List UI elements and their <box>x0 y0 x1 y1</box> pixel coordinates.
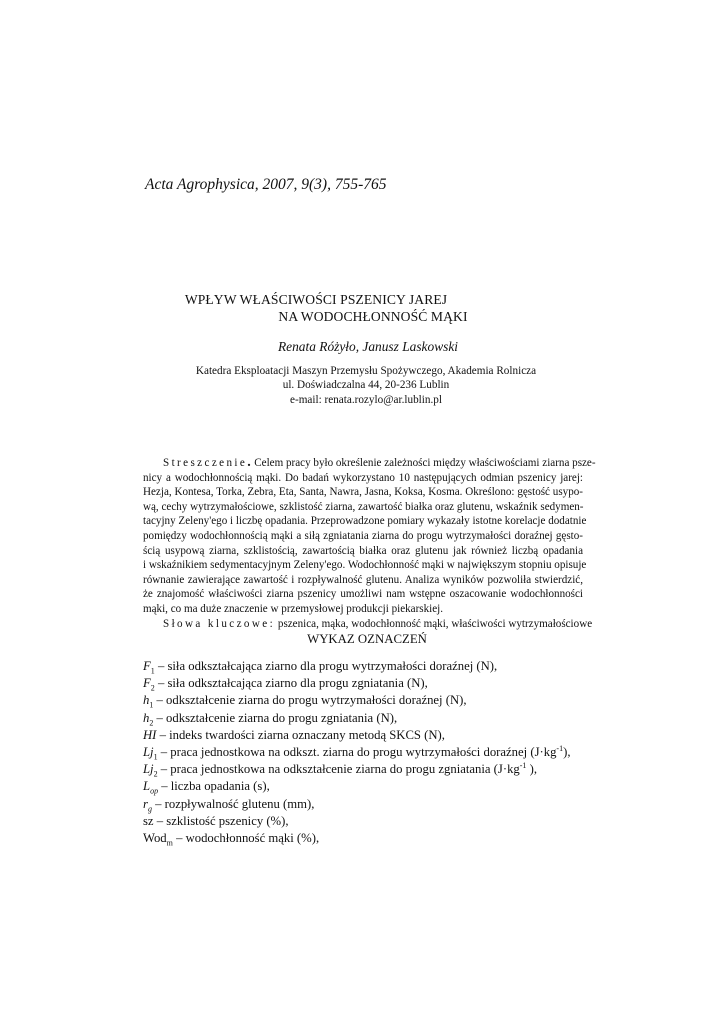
symbol-description: – siła odkształcająca ziarno dla progu zgniatania (N), <box>154 676 428 691</box>
symbol-description: – praca jednostkowa na odkszt. ziarna do progu wytrzymałości doraźnej (J·kg <box>157 745 557 760</box>
symbol-subscript: g <box>147 804 152 814</box>
symbol: F <box>143 659 151 673</box>
title-line-2: NA WODOCHŁONNOŚĆ MĄKI <box>278 309 468 324</box>
symbol-subscript: 2 <box>153 769 158 779</box>
symbol: h <box>143 693 150 708</box>
symbol-subscript: 2 <box>150 683 155 693</box>
symbol-row-lop <box>143 778 603 795</box>
title-line-1: WPŁYW WŁAŚCIWOŚCI PSZENICY JAREJ <box>184 292 448 307</box>
symbol-row-h2 <box>143 710 603 727</box>
abstract-line: mąki, co ma duże znaczenie w przemysłowej produkcji piekarskiej. <box>143 602 444 615</box>
symbol-row-rg <box>143 796 603 813</box>
symbol: Wod <box>143 831 167 846</box>
symbol-subscript: 1 <box>153 752 158 762</box>
abstract-line: i wskaźnikiem sedymentacyjnym Zeleny'ego. Wodochłonność mąki w największym stopniu opisuje <box>143 559 587 572</box>
symbol: sz <box>143 813 154 828</box>
abstract-line: że znajomość właściwości ziarna pszenicy umożliwi nam wstępne oszacowanie wodochłonności <box>143 588 583 601</box>
journal-reference: Acta Agrophysica, 2007, 9(3), 755-765 <box>145 176 387 193</box>
symbol-row-lj2 <box>143 761 603 778</box>
symbol: F <box>143 676 151 691</box>
abstract-line: pomiędzy wodochłonnością mąki a siłą zgniatania ziarna do progu wytrzymałości doraźnej gęsto- <box>143 529 583 542</box>
symbol-description: – wodochłonność mąki (%), <box>172 831 320 846</box>
affiliation-email: e-mail: renata.rozylo@ar.lublin.pl <box>290 393 442 406</box>
symbol-superscript: -1 <box>556 743 564 753</box>
section-heading: WYKAZ OZNACZEŃ <box>307 632 427 646</box>
symbol-description: – siła odkształcająca ziarno dla progu wytrzymałości doraźnej (N), <box>154 659 498 673</box>
symbol: HI <box>143 727 157 742</box>
symbol-description: – indeks twardości ziarna oznaczany metodą SKCS (N), <box>156 727 445 742</box>
symbol-row-lj1 <box>143 744 603 761</box>
symbol-description-end: ), <box>563 745 571 760</box>
symbol-row-h1 <box>143 692 603 709</box>
symbol-list <box>143 658 603 847</box>
paper-title <box>0 291 724 325</box>
keywords-label: Słowa kluczowe: <box>163 617 276 630</box>
symbol-subscript: 1 <box>150 666 155 676</box>
affiliation <box>0 364 724 407</box>
symbol: Lj <box>143 745 154 760</box>
keywords-text: pszenica, mąka, wodochłonność mąki, właściwości wytrzymałościowe <box>277 617 593 630</box>
symbol-description: – praca jednostkowa na odkształcenie ziarna do progu zgniatania (J·kg <box>157 762 520 777</box>
abstract-line: nicy a wodochłonnością mąki. Do badań wykorzystano 10 następujących odmian pszenicy jarej: <box>143 471 583 484</box>
abstract-line: wą, cechy wytrzymałościowe, szklistość ziarna, zawartość białka oraz glutenu, wskaźnik sedymen- <box>143 500 584 513</box>
symbol: h <box>143 710 150 725</box>
affiliation-address: ul. Doświadczalna 44, 20-236 Lublin <box>282 379 450 392</box>
symbol-description: – odkształcenie ziarna do progu wytrzymałości doraźnej (N), <box>153 693 467 708</box>
symbol-subscript: m <box>166 838 173 848</box>
symbol-superscript: -1 <box>519 760 527 770</box>
symbol-description-end: ), <box>526 762 538 777</box>
symbol-description: – szklistość pszenicy (%), <box>153 813 289 828</box>
abstract-text: Celem pracy było określenie zależności między właściwościami ziarna psze- <box>254 457 596 469</box>
symbol-description: – odkształcenie ziarna do progu zgniatania (N), <box>153 710 398 725</box>
symbol-description: – liczba opadania (s), <box>158 779 270 794</box>
abstract-line: tacyjny Zeleny'ego i liczbę opadania. Przeprowadzone pomiary wykazały istotne korelacje dodatnie <box>143 515 587 528</box>
symbol-row-sz <box>143 813 603 830</box>
symbol-subscript: 2 <box>149 718 154 728</box>
abstract-label: Streszczenie <box>163 457 248 469</box>
keywords <box>143 617 593 632</box>
symbol: Lj <box>143 762 154 777</box>
symbol-row-wodm <box>143 830 603 847</box>
authors: Renata Różyło, Janusz Laskowski <box>277 339 458 354</box>
symbol-row-hi <box>143 727 603 744</box>
abstract-line: Streszczenie. Celem pracy było określenie zależności między właściwościami ziarna psze- <box>163 455 596 470</box>
symbol: r <box>143 796 148 811</box>
affiliation-institution: Katedra Eksploatacji Maszyn Przemysłu Spożywczego, Akademia Rolnicza <box>195 365 537 377</box>
abstract <box>143 455 596 631</box>
symbol-row-f1 <box>143 658 603 675</box>
abstract-line: równanie zawierające zawartość i rozpływalność glutenu. Analiza wyników pozwoliła stwierdzić, <box>143 573 583 586</box>
symbol-subscript: op <box>150 786 159 796</box>
symbol-row-f2 <box>143 675 603 692</box>
symbol-description: – rozpływalność glutenu (mm), <box>151 796 315 811</box>
symbol: L <box>143 779 151 794</box>
symbol-subscript: 1 <box>149 700 154 710</box>
abstract-line: Hezja, Kontesa, Torka, Zebra, Eta, Santa, Nawra, Jasna, Koksa, Kosma. Określono: gęstość usypo- <box>143 486 583 499</box>
abstract-line: ścią usypową ziarna, szklistością, zawartością białka oraz glutenu jak również liczbą opadania <box>143 544 583 557</box>
